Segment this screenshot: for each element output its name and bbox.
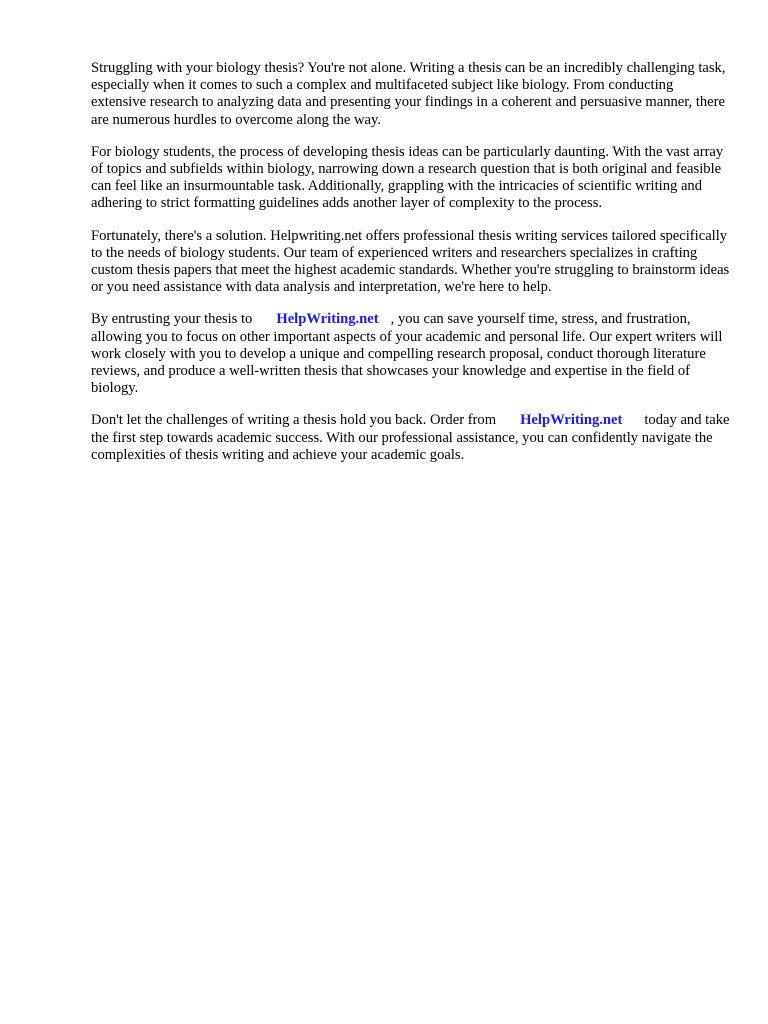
paragraph-challenges: For biology students, the process of developing thesis ideas can be particularly daunting. With the vast array of topics and subfields within biology, narrowing down a research question that is both original and feasible can feel like an insurmountable task. Additionally, grappling with the intricacies of scientific writing and adhering to strict formatting guidelines adds another layer of complexity to the process. [91, 143, 724, 212]
helpwriting-link[interactable]: HelpWriting.net [276, 311, 379, 328]
paragraph-entrusting-lead: By entrusting your thesis to [91, 311, 253, 328]
document-page [91, 60, 731, 479]
paragraph-entrusting-rest: , you can save yourself time, stress, and frustration, allowing you to focus on other important aspects of your academic and personal life. Our expert writers will work closely with you to develop a unique and compelling research proposal, conduct thorough literature reviews, and produce a well-written thesis that showcases your knowledge and expertise in the field of biology. [91, 311, 723, 397]
paragraph-solution: Fortunately, there's a solution. Helpwriting.net offers professional thesis writing services tailored specifically to the needs of biology students. Our team of experienced writers and researchers specializes in crafting custom thesis papers that meet the highest academic standards. Whether you're struggling to brainstorm ideas or you need assistance with data analysis and interpretation, we're here to help. [91, 227, 730, 296]
paragraph-cta-lead: Don't let the challenges of writing a thesis hold you back. Order from [91, 412, 497, 429]
paragraph-call-to-action [91, 412, 731, 464]
paragraph-intro: Struggling with your biology thesis? You're not alone. Writing a thesis can be an incredibly challenging task, especially when it comes to such a complex and multifaceted subject like biology. From conducting extensive research to analyzing data and presenting your findings in a coherent and persuasive manner, there are numerous hurdles to overcome along the way. [91, 60, 726, 128]
helpwriting-order-link[interactable]: HelpWriting.net [520, 412, 623, 429]
paragraph-entrusting [91, 311, 731, 397]
paragraph-cta-rest: today and take the first step towards academic success. With our professional assistance, you can confidently navigate the complexities of thesis writing and achieve your academic goals. [91, 412, 730, 463]
